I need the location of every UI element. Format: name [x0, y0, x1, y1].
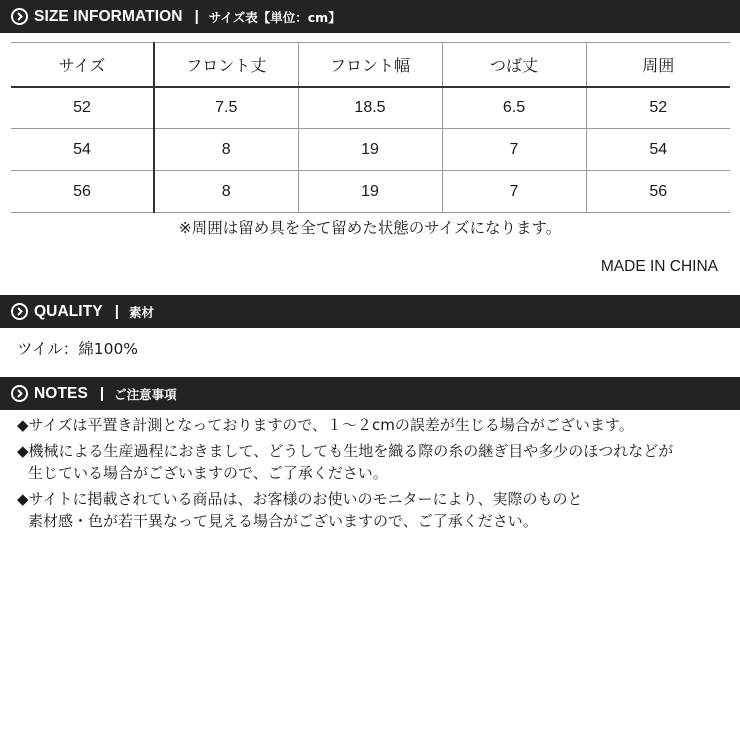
size-note: ※周囲は留め具を全て留めた状態のサイズになります。: [178, 219, 562, 237]
table-row: [11, 171, 730, 213]
size-table-header: 周囲: [586, 43, 730, 87]
note-line: 生じている場合がございますので、ご了承ください。: [28, 464, 388, 482]
size-information-header: [0, 0, 740, 33]
table-cell: 7: [442, 129, 586, 171]
table-row: [11, 87, 730, 129]
table-cell: 19: [298, 171, 442, 213]
table-cell: 56: [586, 171, 730, 213]
chevron-right-circle-icon: [11, 303, 28, 320]
list-item: [17, 440, 733, 484]
quality-title: QUALITY: [34, 302, 103, 320]
quality-header: [0, 295, 740, 328]
notes-header-separator: |: [99, 385, 105, 402]
material-text: ツイル：綿100%: [17, 340, 139, 358]
table-cell: 52: [11, 87, 154, 129]
table-cell: 56: [11, 171, 154, 213]
table-cell: 7: [442, 171, 586, 213]
table-cell: 52: [586, 87, 730, 129]
chevron-right-circle-icon: [11, 8, 28, 25]
quality-subtitle: 素材: [128, 304, 154, 320]
notes-header: [0, 377, 740, 410]
quality-header-separator: |: [114, 303, 119, 320]
size-header-separator: |: [194, 8, 199, 25]
notes-title: NOTES: [34, 384, 88, 402]
note-line: 素材感・色が若干異なって見える場合がございますので、ご了承ください。: [28, 512, 538, 530]
note-line: ◆サイトに掲載されている商品は、お客様のお使いのモニターにより、実際のものと: [17, 490, 583, 508]
table-row: [11, 129, 730, 171]
list-item: [17, 414, 733, 436]
size-information-title: SIZE INFORMATION: [34, 7, 183, 25]
table-cell: 54: [11, 129, 154, 171]
table-cell: 7.5: [154, 87, 298, 129]
table-cell: 18.5: [298, 87, 442, 129]
size-table: [11, 42, 730, 213]
size-table-header: フロント幅: [298, 43, 442, 87]
table-cell: 8: [154, 129, 298, 171]
size-table-header: サイズ: [11, 43, 154, 87]
notes-subtitle: ご注意事項: [114, 386, 177, 402]
notes-list: [17, 414, 733, 536]
country-of-origin: MADE IN CHINA: [600, 258, 718, 275]
note-line: ◆機械による生産過程におきまして、どうしても生地を織る際の糸の継ぎ目や多少のほつれなどが: [17, 442, 674, 460]
table-cell: 6.5: [442, 87, 586, 129]
note-line: ◆サイズは平置き計測となっておりますので、１～２cmの誤差が生じる場合がございます。: [17, 416, 634, 434]
list-item: [17, 488, 733, 532]
size-table-header-row: [11, 43, 730, 87]
table-cell: 54: [586, 129, 730, 171]
size-table-header: つば丈: [442, 43, 586, 87]
table-cell: 19: [298, 129, 442, 171]
chevron-right-circle-icon: [11, 385, 28, 402]
size-information-subtitle: サイズ表【単位：cm】: [208, 9, 341, 25]
table-cell: 8: [154, 171, 298, 213]
size-table-header: フロント丈: [154, 43, 298, 87]
